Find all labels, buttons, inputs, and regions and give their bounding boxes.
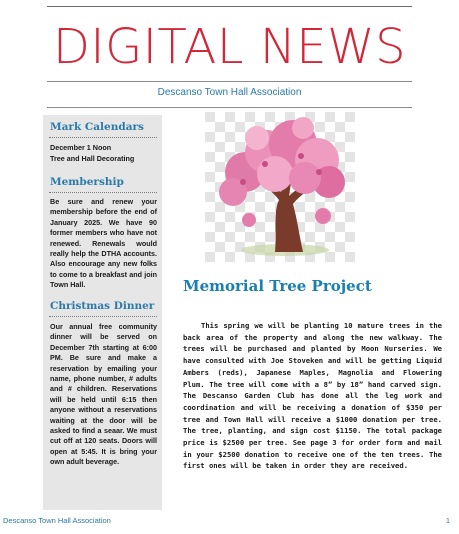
christmas-heading: Christmas Dinner [50,300,155,312]
calendar-event-name: Tree and Hall Decorating [50,153,135,163]
masthead-top-rule [47,6,412,7]
article-title: Memorial Tree Project [183,277,372,295]
article-body [183,320,442,472]
membership-body: Be sure and renew your membership before the end of January 2025. We have 90 former members who have not renewed. Renewals would really help the DTHA accounts. Also encourage any new folks to come to a breakfast and join Town Hall. [50,197,157,290]
christmas-divider [49,316,157,317]
calendars-divider [49,137,157,138]
calendar-event-date: December 1 Noon [50,143,112,152]
membership-divider [49,192,157,193]
sidebar-panel [43,115,162,510]
cherry-blossom-tree-illustration [205,112,355,262]
christmas-body: Our annual free community dinner will be served on December 7th starting at 6:00 PM. Be sure and make a reservation by emailing your name, phone number, # adults and # children. Reservations will be held until 6:15 then anyone without a reservations waiting at the door will be asked to find a seaar. We must cut off at 120 seats. Doors will open at 5:45. It is bring your own adult beverage. [50,322,157,467]
article-paragraph: This spring we will be planting 10 mature trees in the back area of the property and along the new walkway. The trees will be purchased and planted by Moon Nurseries. We have consulted with Joe Stoveken and will be getting Liquid Ambers (reds), Japanese Maples, Magnolia and Flowering Plum. The tree will come with a 8” by 18” hand carved sign. The Descanso Garden Club has done all the leg work and coordination and will be receiving a donation of $350 per tree and Town Hall will receive a $1000 donation per tree. The tree, planting, and sign cost $1150. The total package price is $2500 per tree. See page 3 for order form and mail in your $2500 donation to receive one of the ten trees. The first ones will be taken in order they are received. [183,321,442,471]
membership-heading: Membership [50,176,124,188]
masthead-divider [47,81,412,82]
masthead-subtitle: Descanso Town Hall Association [157,87,302,98]
masthead-bottom-rule [47,107,412,108]
calendars-heading: Mark Calendars [50,121,144,133]
masthead-title: DIGITAL NEWS [52,19,407,75]
page-number: 1 [445,516,450,525]
footer-org: Descanso Town Hall Association [3,516,111,525]
